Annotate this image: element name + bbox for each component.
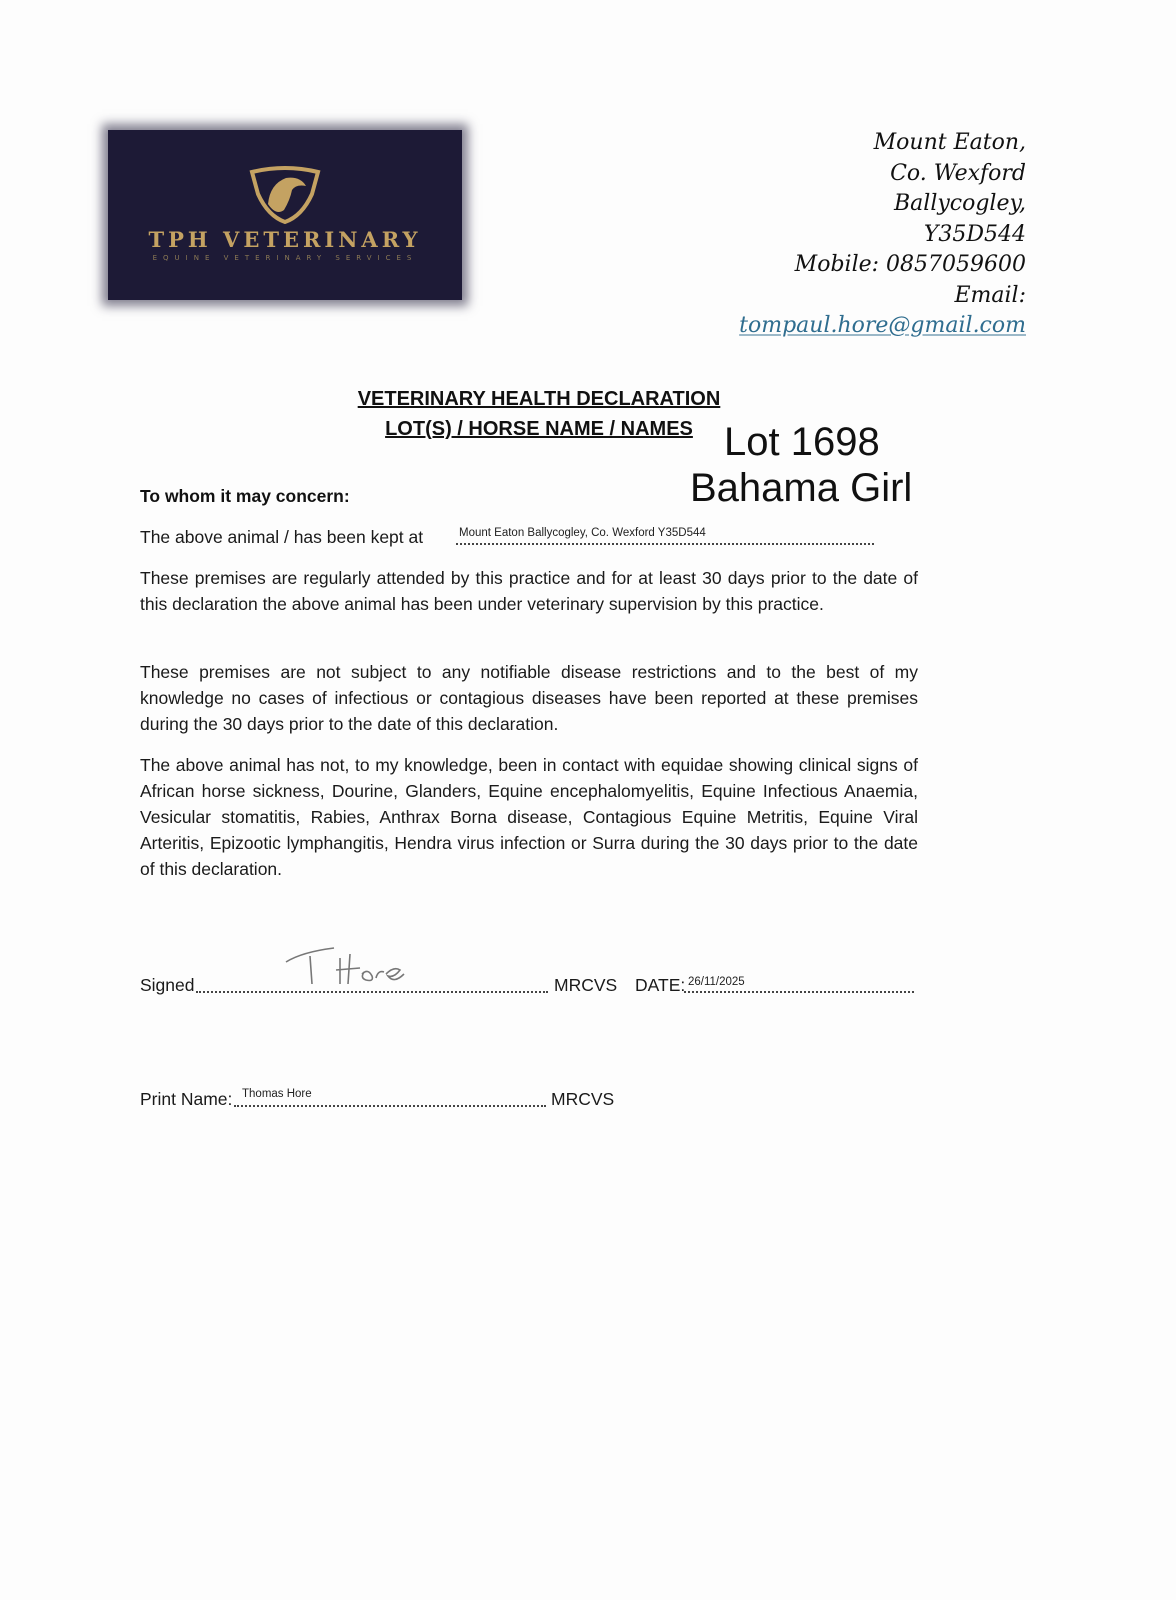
logo-tagline: EQUINE VETERINARY SERVICES bbox=[152, 254, 418, 262]
practice-logo bbox=[108, 130, 462, 300]
lot-number: Lot 1698 bbox=[724, 420, 880, 464]
signed-label: Signed bbox=[140, 975, 195, 995]
print-name-label: Print Name: bbox=[140, 1089, 233, 1109]
paragraph-contact: The above animal has not, to my knowledge, been in contact with equidae showing clinical signs of African horse sickness, Dourine, Glanders, Equine encephalomyelitis, Equine Infectious Anaemia, Vesicular stomatitis, Rabies, Anthrax Borna disease, Contagious Equine Metritis, Equine Viral Arteritis, Epizootic lymphangitis, Hendra virus infection or Surra during the 30 days prior to the date of this declaration. bbox=[140, 755, 918, 879]
address-line-3: Ballycogley, bbox=[894, 191, 1026, 216]
horse-shield-icon bbox=[246, 164, 324, 224]
kept-at-label: The above animal / has been kept at bbox=[140, 527, 424, 547]
address-line-4: Y35D544 bbox=[923, 221, 1026, 247]
paragraph-restrictions: These premises are not subject to any notifiable disease restrictions and to the best of my knowledge no cases of infectious or contagious diseases have been reported at these premises during the 30 days prior to the date of this declaration. bbox=[140, 662, 918, 734]
address-line-2: Co. Wexford bbox=[890, 160, 1026, 186]
date-dotted-line bbox=[684, 991, 914, 993]
address-line-1: Mount Eaton, bbox=[873, 130, 1026, 155]
kept-at-dotted-line bbox=[456, 543, 874, 545]
print-name-dotted-line bbox=[234, 1105, 546, 1107]
print-name-mrcvs: MRCVS bbox=[551, 1089, 615, 1109]
email-link[interactable]: tompaul.hore@gmail.com bbox=[739, 313, 1026, 338]
handwritten-signature bbox=[282, 944, 408, 990]
practice-address bbox=[739, 128, 1026, 342]
print-name-value: Thomas Hore bbox=[242, 1088, 312, 1100]
greeting: To whom it may concern: bbox=[140, 486, 350, 506]
date-label: DATE: bbox=[635, 975, 686, 995]
email-label: Email: bbox=[954, 282, 1026, 308]
paragraph-supervision: These premises are regularly attended by this practice and for at least 30 days prior to the date of this declaration the above animal has been under veterinary supervision by this practice. bbox=[140, 568, 918, 614]
date-value: 26/11/2025 bbox=[688, 976, 745, 988]
signed-mrcvs: MRCVS bbox=[554, 975, 618, 995]
document-subtitle: LOT(S) / HORSE NAME / NAMES bbox=[385, 418, 693, 440]
mobile-number: Mobile: 0857059600 bbox=[794, 252, 1026, 277]
document-title: VETERINARY HEALTH DECLARATION bbox=[357, 388, 721, 410]
logo-title: TPH VETERINARY bbox=[148, 227, 422, 252]
horse-name: Bahama Girl bbox=[690, 466, 913, 510]
kept-at-value: Mount Eaton Ballycogley, Co. Wexford Y35D544 bbox=[459, 527, 706, 539]
signature-dotted-line bbox=[196, 991, 548, 993]
